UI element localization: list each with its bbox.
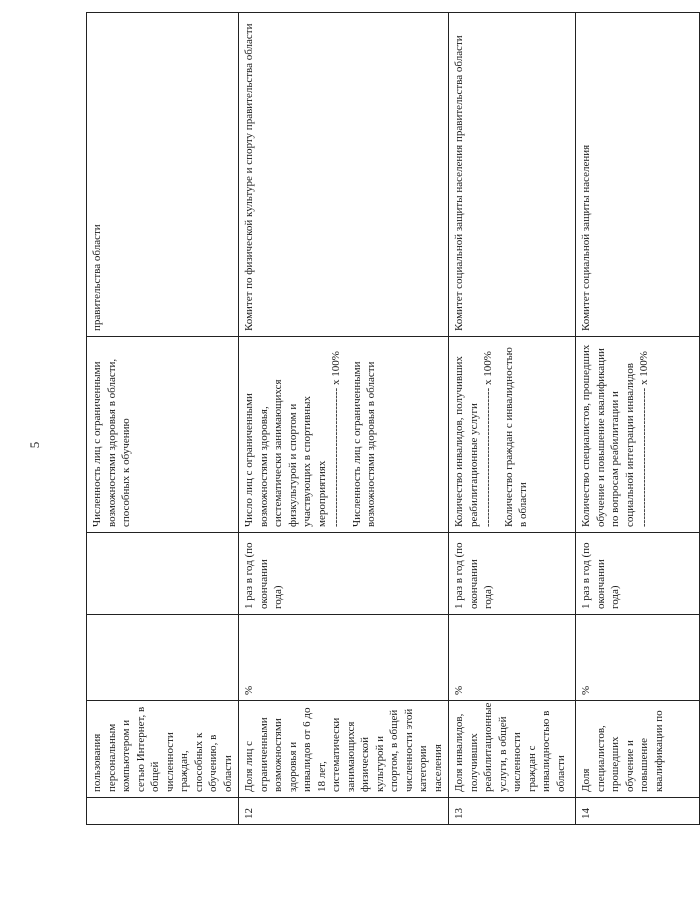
responsible-cell: Комитет социальной защиты населения bbox=[576, 13, 700, 337]
row-number-cell: 13 bbox=[449, 798, 576, 825]
responsible-cell: Комитет по физической культуре и спорту правительства области bbox=[239, 13, 449, 337]
row-number-cell: 14 bbox=[576, 798, 700, 825]
frequency-cell: 1 раз в год (по окончании года) bbox=[449, 533, 576, 615]
rotated-table-wrapper bbox=[86, 10, 665, 825]
formula-fraction-line: -------------------------------------- x 100% bbox=[638, 351, 651, 527]
formula-denominator: Количество граждан с инвалидностью в области bbox=[502, 347, 530, 527]
frequency-cell: 1 раз в год (по окончании года) bbox=[239, 533, 449, 615]
row-number-cell bbox=[87, 798, 239, 825]
formula-fraction-line: -------------------------------------- x 100% bbox=[482, 351, 495, 527]
frequency-cell bbox=[87, 533, 239, 615]
indicator-name-cell: Доля лиц с ограниченными возможностями здоровья и инвалидов от 6 до 18 лет, систематически занимающихся физической культурой и спортом, в общей численности этой категории населения bbox=[239, 701, 449, 798]
indicators-table bbox=[86, 10, 700, 825]
frequency-cell: 1 раз в год (по окончании года) bbox=[576, 533, 700, 615]
table-row bbox=[239, 11, 449, 825]
indicator-name-cell: Доля инвалидов, получивших реабилитационные услуги, в общей численности граждан с инвалидностью в области bbox=[449, 701, 576, 798]
indicator-name-cell: Доля специалистов, прошедших обучение и повышение квалификации по bbox=[576, 701, 700, 798]
formula-numerator: Число лиц с ограниченными возможностями здоровья, систематически занимающихся физкультурой и спортом и участвующих в спортивных мероприятиях bbox=[243, 379, 328, 527]
formula-cell bbox=[576, 337, 700, 533]
page-number: 5 bbox=[27, 441, 42, 449]
table-row bbox=[87, 11, 239, 825]
formula-cell bbox=[87, 337, 239, 533]
formula-cell bbox=[449, 337, 576, 533]
unit-cell: % bbox=[576, 615, 700, 701]
unit-cell bbox=[87, 615, 239, 701]
table-row bbox=[576, 11, 700, 825]
formula-numerator: Количество специалистов, прошедших обучение и повышение квалификации по вопросам реабилитации и социальной интеграции инвалидов bbox=[580, 344, 636, 527]
row-number-cell: 12 bbox=[239, 798, 449, 825]
unit-cell: % bbox=[449, 615, 576, 701]
formula-fraction-line: -------------------------------------- x 100% bbox=[330, 351, 343, 527]
indicator-name-cell: пользования персональным компьютером и сетью Интернет, в общей численности граждан, способных к обучению, в области bbox=[87, 701, 239, 798]
formula-numerator: Количество инвалидов, получивших реабилитационные услуги bbox=[453, 356, 480, 527]
unit-cell: % bbox=[239, 615, 449, 701]
responsible-cell: правительства области bbox=[87, 13, 239, 337]
formula-denominator: Численность лиц с ограниченными возможностями здоровья в области, способных к обучению bbox=[91, 358, 133, 527]
table-row bbox=[449, 11, 576, 825]
formula-denominator: Численность лиц с ограниченными возможностями здоровья в области bbox=[350, 361, 378, 527]
formula-cell bbox=[239, 337, 449, 533]
responsible-cell: Комитет социальной защиты населения правительства области bbox=[449, 13, 576, 337]
